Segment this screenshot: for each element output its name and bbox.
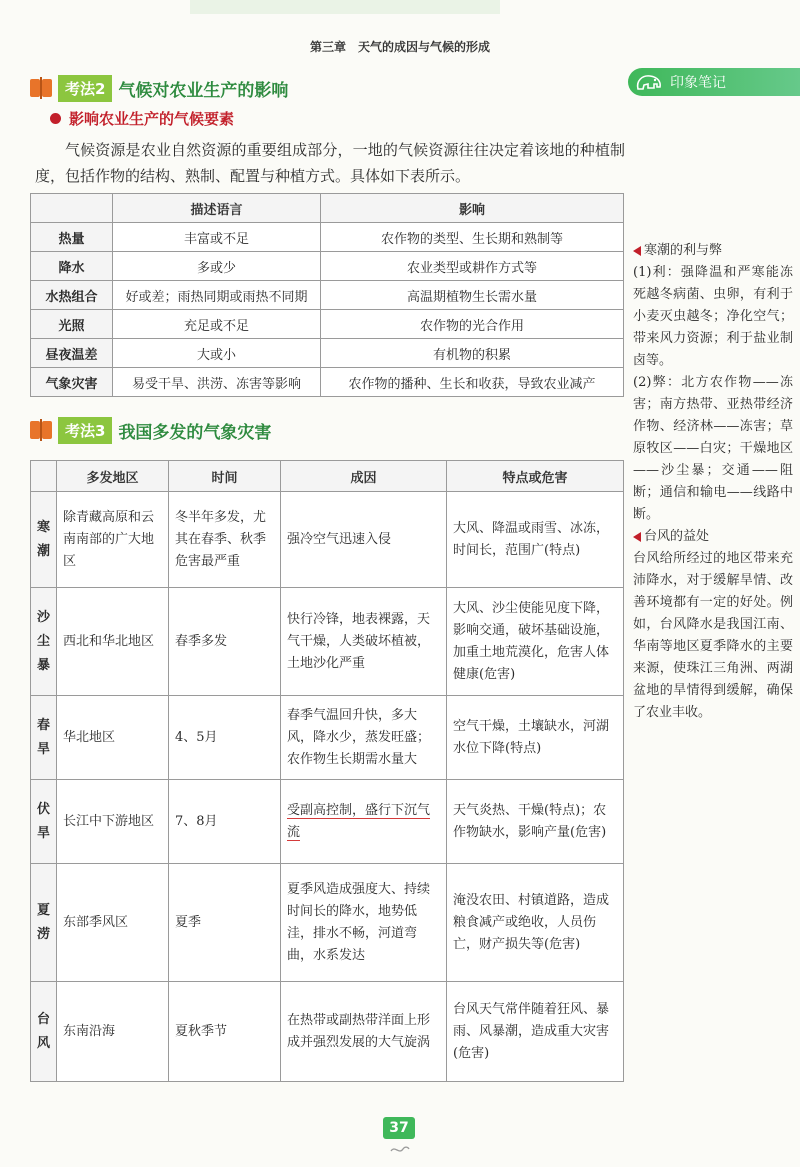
table-row [31,696,624,780]
hazard-name: 台风 [31,982,57,1082]
table-cell: 高温期植物生长需水量 [321,281,624,310]
table-cell: 长江中下游地区 [57,780,169,864]
table-cell: 大风、沙尘使能见度下降，影响交通，破坏基础设施，加重土地荒漠化，危害人体健康(危害) [447,588,624,696]
climate-factors-subheading [50,108,234,129]
hazard-name: 沙尘暴 [31,588,57,696]
table-cell: 多或少 [113,252,321,281]
factor-label: 降水 [31,252,113,281]
table-cell: 在热带或副热带洋面上形成并强烈发展的大气旋涡 [281,982,447,1082]
table-cell: 台风天气常伴随着狂风、暴雨、风暴潮，造成重大灾害(危害) [447,982,624,1082]
book-icon [30,419,54,441]
table-row [31,492,624,588]
climate-factors-table [30,193,624,397]
table-cell: 4、5月 [169,696,281,780]
table-header-cell [31,461,57,492]
chapter-header: 第三章 天气的成因与气候的形成 [309,40,490,54]
table-cell: 春季多发 [169,588,281,696]
table-cell: 农作物的类型、生长期和熟制等 [321,223,624,252]
table-cell: 夏秋季节 [169,982,281,1082]
method2-heading [30,74,288,102]
intro-paragraph [35,137,625,189]
table-cell: 快行冷锋，地表裸露，天气干燥，人类破坏植被，土地沙化严重 [281,588,447,696]
table-cell: 天气炎热、干燥(特点)；农作物缺水，影响产量(危害) [447,780,624,864]
pointer-triangle-icon [633,246,641,256]
factor-label: 水热组合 [31,281,113,310]
note2-text: 台风给所经过的地区带来充沛降水，对于缓解旱情、改善环境都有一定的好处。例如，台风降水是我国江南、华南等地区夏季降水的主要来源，使珠江三角洲、两湖盆地的旱情得到缓解，确保了农业丰收。 [633,551,793,720]
table-cell: 7、8月 [169,780,281,864]
method3-heading [30,416,271,444]
table-row [31,223,624,252]
table-cell: 冬半年多发，尤其在春季、秋季危害最严重 [169,492,281,588]
elephant-logo-icon [634,71,664,93]
hazard-name: 伏旱 [31,780,57,864]
table-cell: 好或差；雨热同期或雨热不同期 [113,281,321,310]
hazard-name: 夏涝 [31,864,57,982]
page-number: 37 [383,1117,415,1139]
method3-title: 我国多发的气象灾害 [118,422,272,443]
table-cell: 夏季 [169,864,281,982]
table-row [31,588,624,696]
table-cell: 农业类型或耕作方式等 [321,252,624,281]
table-header-row [31,194,624,223]
table-cell: 东南沿海 [57,982,169,1082]
note2-title: 台风的益处 [633,526,793,548]
table-cell: 西北和华北地区 [57,588,169,696]
table-row [31,310,624,339]
subheading-text: 影响农业生产的气候要素 [69,110,235,128]
table-cell: 春季气温回升快，多大风，降水少，蒸发旺盛；农作物生长期需水量大 [281,696,447,780]
table-cell [281,780,447,864]
table-cell: 农作物的光合作用 [321,310,624,339]
sidebar-notes [633,240,793,724]
top-decor-band [190,0,500,14]
table-header-row [31,461,624,492]
table-cell: 强冷空气迅速入侵 [281,492,447,588]
table-row [31,864,624,982]
table-row [31,982,624,1082]
note1-title: 寒潮的利与弊 [633,240,793,262]
table-cell: 易受干旱、洪涝、冻害等影响 [113,368,321,397]
table-cell: 充足或不足 [113,310,321,339]
table-header-cell [31,194,113,223]
book-icon [30,77,54,99]
table-header-cell: 多发地区 [57,461,169,492]
table-cell: 华北地区 [57,696,169,780]
note1-benefits: (1)利：强降温和严寒能冻死越冬病菌、虫卵，有利于小麦灭虫越冬；净化空气；带来风力资源；利于盐业制卤等。 [633,265,793,368]
table-cell: 夏季风造成强度大、持续时间长的降水，地势低洼，排水不畅，河道弯曲，水系发达 [281,864,447,982]
table-header-cell: 成因 [281,461,447,492]
hazard-name: 春旱 [31,696,57,780]
factor-label: 气象灾害 [31,368,113,397]
method3-badge: 考法3 [58,417,112,444]
note1-harms: (2)弊：北方农作物——冻害；南方热带、亚热带经济作物、经济林——冻害；草原牧区——白灾；干燥地区——沙尘暴；交通——阻断；通信和输电——线路中断。 [633,375,793,522]
sidebar-title: 印象笔记 [670,75,726,91]
factor-label: 热量 [31,223,113,252]
factor-label: 昼夜温差 [31,339,113,368]
method2-badge: 考法2 [58,75,112,102]
table-row [31,281,624,310]
table-cell: 淹没农田、村镇道路，造成粮食减产或绝收，人员伤亡，财产损失等(危害) [447,864,624,982]
table-cell: 空气干燥，土壤缺水，河湖水位下降(特点) [447,696,624,780]
table-cell: 大风、降温或雨雪、冰冻，时间长，范围广(特点) [447,492,624,588]
underlined-cause: 受副高控制，盛行下沉气流 [287,802,431,840]
sidebar-notes-header [628,68,800,96]
hazard-name: 寒潮 [31,492,57,588]
table-header-cell: 影响 [321,194,624,223]
pointer-triangle-icon [633,532,641,542]
table-header-cell: 描述语言 [113,194,321,223]
table-row [31,339,624,368]
table-cell: 丰富或不足 [113,223,321,252]
table-cell: 除青藏高原和云南南部的广大地区 [57,492,169,588]
table-cell: 农作物的播种、生长和收获，导致农业减产 [321,368,624,397]
factor-label: 光照 [31,310,113,339]
table-cell: 大或小 [113,339,321,368]
footer-swirl-icon [389,1143,411,1155]
table-header-cell: 时间 [169,461,281,492]
method2-title: 气候对农业生产的影响 [118,80,289,101]
table-row [31,252,624,281]
intro-text: 气候资源是农业自然资源的重要组成部分，一地的气候资源往往决定着该地的种植制度，包括作物的结构、熟制、配置与种植方式。具体如下表所示。 [35,141,625,185]
table-row [31,780,624,864]
table-row [31,368,624,397]
weather-disasters-table [30,460,624,1082]
bullet-dot-icon [50,113,61,124]
table-header-cell: 特点或危害 [447,461,624,492]
table-cell: 有机物的积累 [321,339,624,368]
table-cell: 东部季风区 [57,864,169,982]
